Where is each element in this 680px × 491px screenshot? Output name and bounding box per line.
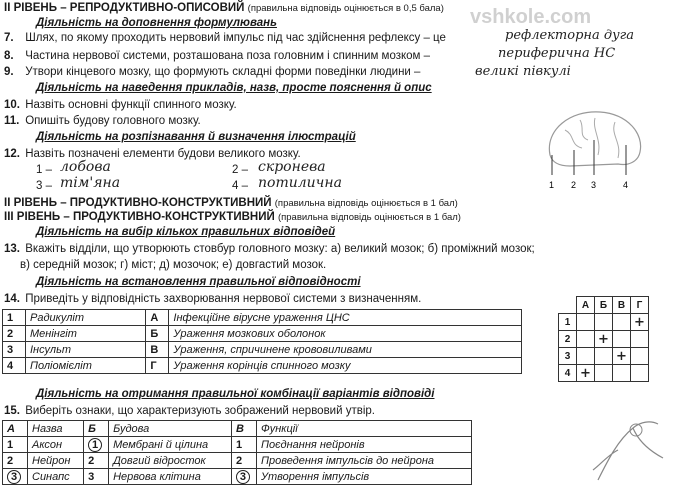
table-cell: Утворення імпульсів: [256, 469, 471, 485]
selected-option: 3: [236, 470, 250, 484]
grid-row-label: 3: [559, 348, 577, 365]
table-cell: Назва: [28, 421, 84, 437]
table-cell: 1: [3, 437, 28, 453]
grid-mark: +: [598, 331, 609, 347]
question-text: Виберіть ознаки, що характеризують зображений нервовий утвір.: [25, 405, 375, 417]
section-3-note: (правильна відповідь оцінюється в 1 бал): [274, 198, 458, 209]
table-cell: 4: [3, 358, 26, 374]
grid-cell[interactable]: [595, 365, 613, 382]
answer-item-4: [232, 180, 248, 193]
table-cell: В: [146, 342, 169, 358]
section-2-header: [4, 2, 444, 15]
table-cell: Мембрані й цілина: [109, 437, 232, 453]
table-cell: Поліомієліт: [26, 358, 146, 374]
section-2-note: (правильна відповідь оцінюється в 0,5 бала): [247, 3, 444, 14]
table-cell: Нервова клітина: [109, 469, 232, 485]
table-cell: Ураження, спричинене крововиливами: [169, 342, 522, 358]
table-row: [3, 326, 522, 342]
grid-row-label: 4: [559, 365, 577, 382]
activity-heading: Діяльність на наведення прикладів, назв, просте пояснення й опис: [36, 82, 432, 94]
question-14: [4, 293, 421, 306]
question-text: Утвори кінцевого мозку, що формують складні форми поведінки людини –: [25, 66, 421, 78]
table-row: [3, 453, 472, 469]
brain-illustration: [540, 100, 650, 190]
question-number: 8.: [4, 50, 14, 62]
question-number: 11.: [4, 115, 20, 127]
table-cell: Б: [84, 421, 109, 437]
grid-row-label: 1: [559, 314, 577, 331]
section-3b-title: ІІІ РІВЕНЬ – ПРОДУКТИВНО-КОНСТРУКТИВНИЙ: [4, 211, 275, 223]
table-cell: 3: [84, 469, 109, 485]
selected-option: 1: [88, 438, 102, 452]
question-7: [4, 32, 446, 45]
table-row: [3, 469, 472, 485]
handwritten-answer: потилична: [258, 175, 342, 191]
table-cell: 1: [3, 310, 26, 326]
activity-heading: Діяльність на вибір кількох правильних відповідей: [36, 226, 336, 238]
grid-header: В: [613, 297, 631, 314]
handwritten-answer: периферична НС: [498, 46, 616, 61]
answer-item-3: [36, 180, 52, 193]
question-text: Назвіть основні функції спинного мозку.: [25, 99, 237, 111]
table-row: [3, 437, 472, 453]
brain-label: 2: [571, 180, 577, 190]
section-3b-note: (правильна відповідь оцінюється в 1 бал): [277, 212, 461, 223]
question-text: Вкажіть відділи, що утворюють стовбур головного мозку: а) великий мозок; б) проміжний мозок;: [25, 243, 535, 255]
table-cell: Ураження мозкових оболонок: [169, 326, 522, 342]
activity-heading: Діяльність на отримання правильної комбінації варіантів відповіді: [36, 388, 435, 400]
grid-cell[interactable]: [595, 331, 613, 348]
table-cell: Радикуліт: [26, 310, 146, 326]
activity-heading: Діяльність на розпізнавання й визначення ілюстрацій: [36, 131, 356, 143]
grid-cell[interactable]: [613, 331, 631, 348]
grid-row-label: 2: [559, 331, 577, 348]
question-number: 9.: [4, 66, 14, 78]
question-10: [4, 99, 237, 112]
grid-cell[interactable]: [613, 314, 631, 331]
answer-grid: [558, 296, 649, 382]
question-11: [4, 115, 201, 128]
table-cell: Синапс: [28, 469, 84, 485]
handwritten-answer: лобова: [60, 159, 111, 175]
grid-cell[interactable]: [613, 348, 631, 365]
grid-cell[interactable]: [631, 348, 649, 365]
table-cell: [84, 437, 109, 453]
grid-header: А: [577, 297, 595, 314]
question-number: 15.: [4, 405, 20, 417]
question-number: 10.: [4, 99, 20, 111]
table-cell: В: [231, 421, 256, 437]
grid-cell[interactable]: [631, 365, 649, 382]
table-header-row: [3, 421, 472, 437]
table-cell: Б: [146, 326, 169, 342]
brain-label: 1: [549, 180, 555, 190]
question-number: 12.: [4, 148, 20, 160]
table-cell: Інсульт: [26, 342, 146, 358]
grid-cell[interactable]: [577, 314, 595, 331]
item-label: 1 –: [36, 164, 52, 176]
handwritten-answer: великі півкулі: [475, 64, 571, 79]
activity-heading: Діяльність на доповнення формулювань: [36, 17, 277, 29]
section-2-title: II РІВЕНЬ – РЕПРОДУКТИВНО-ОПИСОВИЙ: [4, 2, 245, 14]
grid-corner: [559, 297, 577, 314]
handwritten-answer: рефлекторна дуга: [505, 28, 634, 43]
handwritten-answer: скронева: [258, 159, 326, 175]
question-15: [4, 405, 375, 418]
table-row: [3, 310, 522, 326]
grid-mark: +: [634, 314, 645, 330]
grid-cell[interactable]: [613, 365, 631, 382]
answer-item-1: [36, 164, 52, 177]
grid-cell[interactable]: [595, 348, 613, 365]
item-label: 4 –: [232, 180, 248, 192]
question-text: Шлях, по якому проходить нервовий імпульс під час здійснення рефлексу – це: [25, 32, 446, 44]
question-9: [4, 66, 420, 79]
item-label: 2 –: [232, 164, 248, 176]
watermark: vshkole.com: [470, 6, 592, 28]
grid-cell[interactable]: [577, 348, 595, 365]
table-cell: Будова: [109, 421, 232, 437]
table-row: [3, 342, 522, 358]
brain-label: 3: [591, 180, 597, 190]
table-cell: Аксон: [28, 437, 84, 453]
table-cell: [231, 469, 256, 485]
question-text: Опишіть будову головного мозку.: [25, 115, 201, 127]
question-13-options: [20, 259, 326, 272]
table-cell: 2: [3, 453, 28, 469]
question-number: 14.: [4, 293, 20, 305]
question-number: 7.: [4, 32, 14, 44]
grid-cell[interactable]: [577, 365, 595, 382]
question-13: [4, 243, 535, 256]
grid-header: Б: [595, 297, 613, 314]
question-8: [4, 50, 430, 63]
handwritten-answer: тім'яна: [60, 175, 121, 191]
combination-table: [2, 420, 472, 485]
table-cell: 3: [3, 342, 26, 358]
grid-cell[interactable]: [577, 331, 595, 348]
table-cell: Г: [146, 358, 169, 374]
grid-cell[interactable]: [631, 331, 649, 348]
answer-item-2: [232, 164, 248, 177]
table-cell: Ураження корінців спинного мозку: [169, 358, 522, 374]
table-cell: Проведення імпульсів до нейрона: [256, 453, 471, 469]
selected-option: 3: [7, 470, 21, 484]
question-text: Назвіть позначені елементи будови великого мозку.: [25, 148, 301, 160]
table-cell: Інфекційне вірусне ураження ЦНС: [169, 310, 522, 326]
table-cell: Нейрон: [28, 453, 84, 469]
grid-header: Г: [631, 297, 649, 314]
question-text: Частина нервової системи, розташована поза головним і спинним мозком –: [25, 50, 431, 62]
table-cell: Менінгіт: [26, 326, 146, 342]
question-text: в) середній мозок; г) міст; д) мозочок; е) довгастий мозок.: [20, 259, 327, 271]
brain-label: 4: [623, 180, 629, 190]
table-cell: 1: [231, 437, 256, 453]
table-cell: А: [146, 310, 169, 326]
table-cell: 2: [84, 453, 109, 469]
nerve-structure-illustration: [578, 410, 678, 488]
table-cell: А: [3, 421, 28, 437]
grid-mark: +: [616, 348, 627, 364]
question-12: [4, 148, 301, 161]
table-row: [3, 358, 522, 374]
table-cell: Довгий відросток: [109, 453, 232, 469]
table-cell: Функції: [256, 421, 471, 437]
section-3-title: ІІ РІВЕНЬ – ПРОДУКТИВНО-КОНСТРУКТИВНИЙ: [4, 197, 272, 209]
table-cell: 2: [3, 326, 26, 342]
grid-mark: +: [580, 365, 591, 381]
grid-cell[interactable]: [595, 314, 613, 331]
question-text: Приведіть у відповідність захворювання нервової системи з визначенням.: [25, 293, 422, 305]
matching-table: [2, 309, 522, 374]
section-3-header: [4, 197, 458, 210]
activity-heading: Діяльність на встановлення правильної відповідності: [36, 276, 361, 288]
item-label: 3 –: [36, 180, 52, 192]
table-cell: 2: [231, 453, 256, 469]
grid-cell[interactable]: [631, 314, 649, 331]
table-cell: [3, 469, 28, 485]
question-number: 13.: [4, 243, 20, 255]
table-cell: Поєднання нейронів: [256, 437, 471, 453]
section-3b-header: [4, 211, 461, 224]
